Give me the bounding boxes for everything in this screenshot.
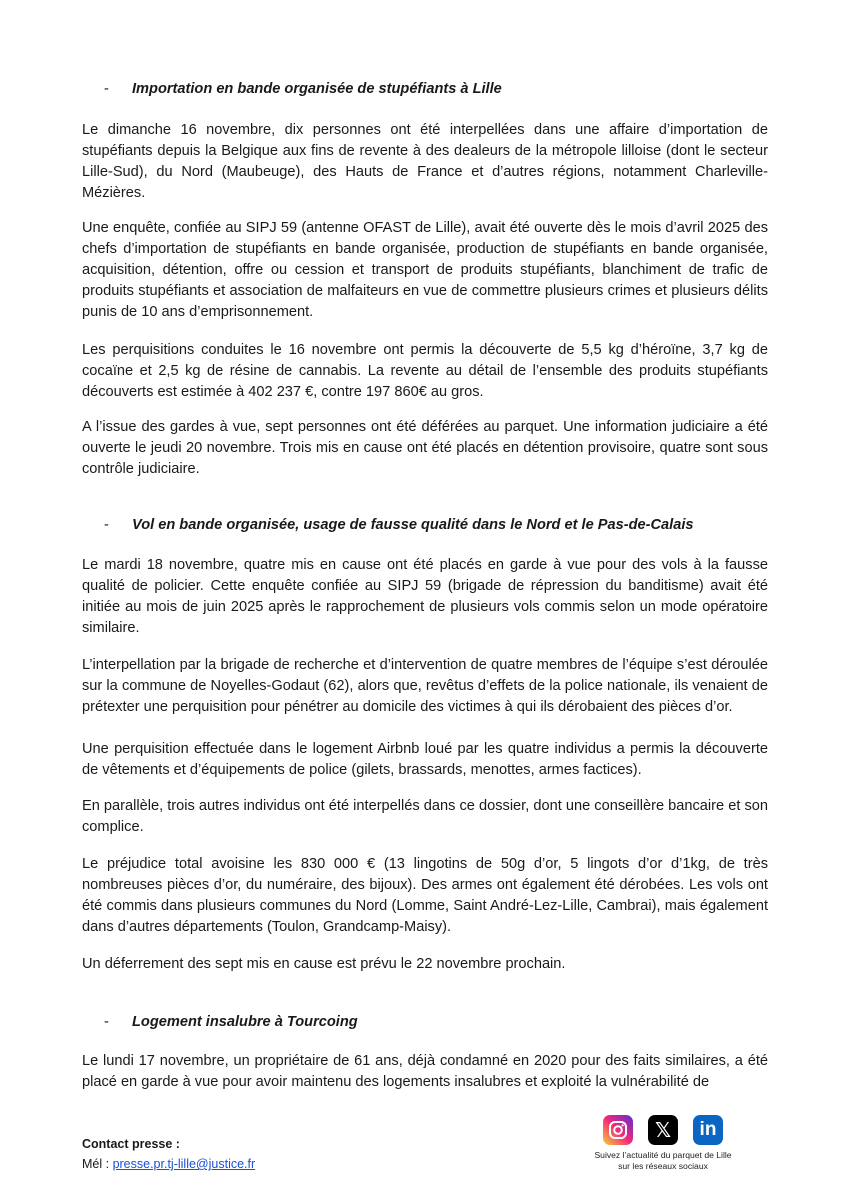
heading-bullet: -: [104, 1014, 109, 1030]
linkedin-icon[interactable]: in: [693, 1115, 723, 1145]
press-contact: [82, 1134, 255, 1174]
social-caption-line2: sur les réseaux sociaux: [618, 1161, 708, 1171]
section-heading-logement: [104, 1014, 358, 1030]
x-icon[interactable]: 𝕏: [648, 1115, 678, 1145]
paragraph: Le préjudice total avoisine les 830 000 € (13 lingotins de 50g d’or, 5 lingots d’or d’1kg, de très nombreuses pièces d’or, du numéraire, des bijoux). Des armes ont également été dérobées. Les vols ont été commis dans plusieurs communes du Nord (Lomme, Saint André-Lez-Lille, Cambrai), mais également dans d’autres départements (Toulon, Grandcamp-Maisy).: [82, 856, 768, 935]
paragraph: A l’issue des gardes à vue, sept personnes ont été déférées au parquet. Une information judiciaire a été ouverte le jeudi 20 novembre. Trois mis en cause ont été placés en détention provisoire, quatre sont sous contrôle judiciaire.: [82, 419, 768, 477]
heading-text: Importation en bande organisée de stupéfiants à Lille: [132, 81, 502, 97]
social-caption-line1: Suivez l’actualité du parquet de Lille: [594, 1150, 732, 1160]
heading-bullet: -: [104, 81, 109, 97]
instagram-icon[interactable]: [603, 1115, 633, 1145]
paragraph: L’interpellation par la brigade de recherche et d’intervention de quatre membres de l’équipe s’est déroulée sur la commune de Noyelles-Godaut (62), alors que, revêtus d’effets de la police nationale, ils venaient de prétexter une perquisition pour pénétrer au domicile des victimes à qui ils dérobaient des pièces d’or.: [82, 657, 768, 715]
paragraph: Le mardi 18 novembre, quatre mis en cause ont été placés en garde à vue pour des vols à la fausse qualité de policier. Cette enquête confiée au SIPJ 59 (brigade de répression du banditisme) avait été initiée au mois de juin 2025 après le rapprochement de plusieurs vols commis selon un mode opératoire similaire.: [82, 557, 768, 636]
contact-label: Contact presse :: [82, 1137, 180, 1151]
paragraph: Une perquisition effectuée dans le logement Airbnb loué par les quatre individus a permis la découverte de vêtements et d’équipements de police (gilets, brassards, menottes, armes factices).: [82, 741, 768, 778]
mail-label: Mél :: [82, 1157, 113, 1171]
heading-bullet: -: [104, 517, 109, 533]
section-heading-vol: [104, 517, 694, 533]
mail-line: [82, 1154, 255, 1174]
paragraph: En parallèle, trois autres individus ont été interpellés dans ce dossier, dont une conseillère bancaire et son complice.: [82, 798, 768, 835]
paragraph: Le lundi 17 novembre, un propriétaire de 61 ans, déjà condamné en 2020 pour des faits similaires, a été placé en garde à vue pour avoir maintenu des logements insalubres et exploité la vulnérabilité de: [82, 1053, 768, 1090]
heading-text: Logement insalubre à Tourcoing: [132, 1014, 358, 1030]
paragraph: Un déferrement des sept mis en cause est prévu le 22 novembre prochain.: [82, 956, 566, 972]
social-networks: [588, 1115, 738, 1172]
paragraph: Une enquête, confiée au SIPJ 59 (antenne OFAST de Lille), avait été ouverte dès le mois d’avril 2025 des chefs d’importation de stupéfiants en bande organisée, production de stupéfiants en bande organisée, acquisition, détention, offre ou cession et transport de produits stupéfiants, blanchiment de trafic de produits stupéfiants et association de malfaiteurs en vue de commettre plusieurs crimes et plusieurs délits punis de 10 ans d’emprisonnement.: [82, 220, 768, 320]
paragraph: Le dimanche 16 novembre, dix personnes ont été interpellées dans une affaire d’importation de stupéfiants depuis la Belgique aux fins de revente à des dealeurs de la métropole lilloise (dont le secteur Lille-Sud), du Nord (Maubeuge), des Hauts de France et d’autres régions, notamment Charleville-Mézières.: [82, 122, 768, 201]
social-caption: [588, 1150, 738, 1172]
social-icons: [588, 1115, 738, 1145]
email-link[interactable]: presse.pr.tj-lille@justice.fr: [112, 1157, 256, 1171]
heading-text: Vol en bande organisée, usage de fausse qualité dans le Nord et le Pas-de-Calais: [132, 517, 694, 533]
section-heading-importation: [104, 81, 502, 97]
paragraph: Les perquisitions conduites le 16 novembre ont permis la découverte de 5,5 kg d’héroïne, 3,7 kg de cocaïne et 2,5 kg de résine de cannabis. La revente au détail de l’ensemble des produits stupéfiants découverts est estimée à 402 237 €, contre 197 860€ au gros.: [82, 342, 768, 400]
